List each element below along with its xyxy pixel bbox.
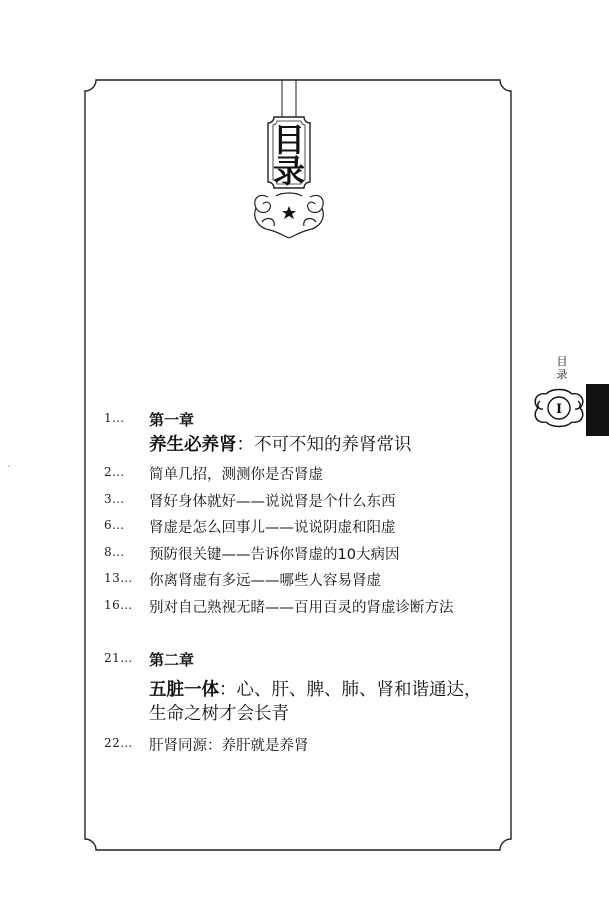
chapter-label: 第二章 [149, 651, 195, 669]
page-title-char-2: 录 [272, 152, 305, 190]
entry-title: 肾好身体就好——说说肾是个什么东西 [149, 494, 396, 510]
chapter-title-rest: ：心、肝、脾、肺、肾和谐通达， [219, 680, 482, 700]
chapter-title-line-2: 生命之树才会长青 [149, 704, 289, 724]
chapter-title-bold: 五脏一体 [149, 680, 219, 700]
page-number: 22… [104, 736, 133, 750]
entry-title: 预防很关键——告诉你肾虚的10大病因 [149, 547, 400, 563]
chapter-label: 第一章 [149, 411, 195, 429]
chapter-title-bold: 养生必养肾 [149, 435, 237, 455]
entry-title: 简单几招，测测你是否肾虚 [149, 467, 323, 483]
entry-title: 肝肾同源：养肝就是养肾 [149, 738, 309, 754]
side-tab-label-1: 目 [556, 355, 568, 368]
chapter-title-rest: ：不可不知的养肾常识 [236, 435, 412, 455]
page-number: 2… [104, 465, 125, 479]
side-tab-label-2: 录 [556, 368, 568, 381]
side-tab-page-numeral: I [555, 402, 563, 417]
page-number: 21… [104, 651, 133, 665]
entry-title: 你离肾虚有多远——哪些人容易肾虚 [149, 573, 381, 589]
entry-title: 别对自己熟视无睹——百用百灵的肾虚诊断方法 [149, 600, 454, 616]
page-number: 3… [104, 492, 125, 506]
page-number: 8… [104, 545, 125, 559]
chapter-title [149, 676, 499, 701]
page-number: 6… [104, 518, 125, 532]
page-number: 13… [104, 571, 133, 585]
page-number: 1… [104, 411, 125, 425]
page-title-char-1: 目 [272, 121, 305, 159]
page-number: 16… [104, 598, 133, 612]
chapter-title [149, 431, 499, 456]
entry-title: 肾虚是怎么回事儿——说说阴虚和阳虚 [149, 520, 396, 536]
